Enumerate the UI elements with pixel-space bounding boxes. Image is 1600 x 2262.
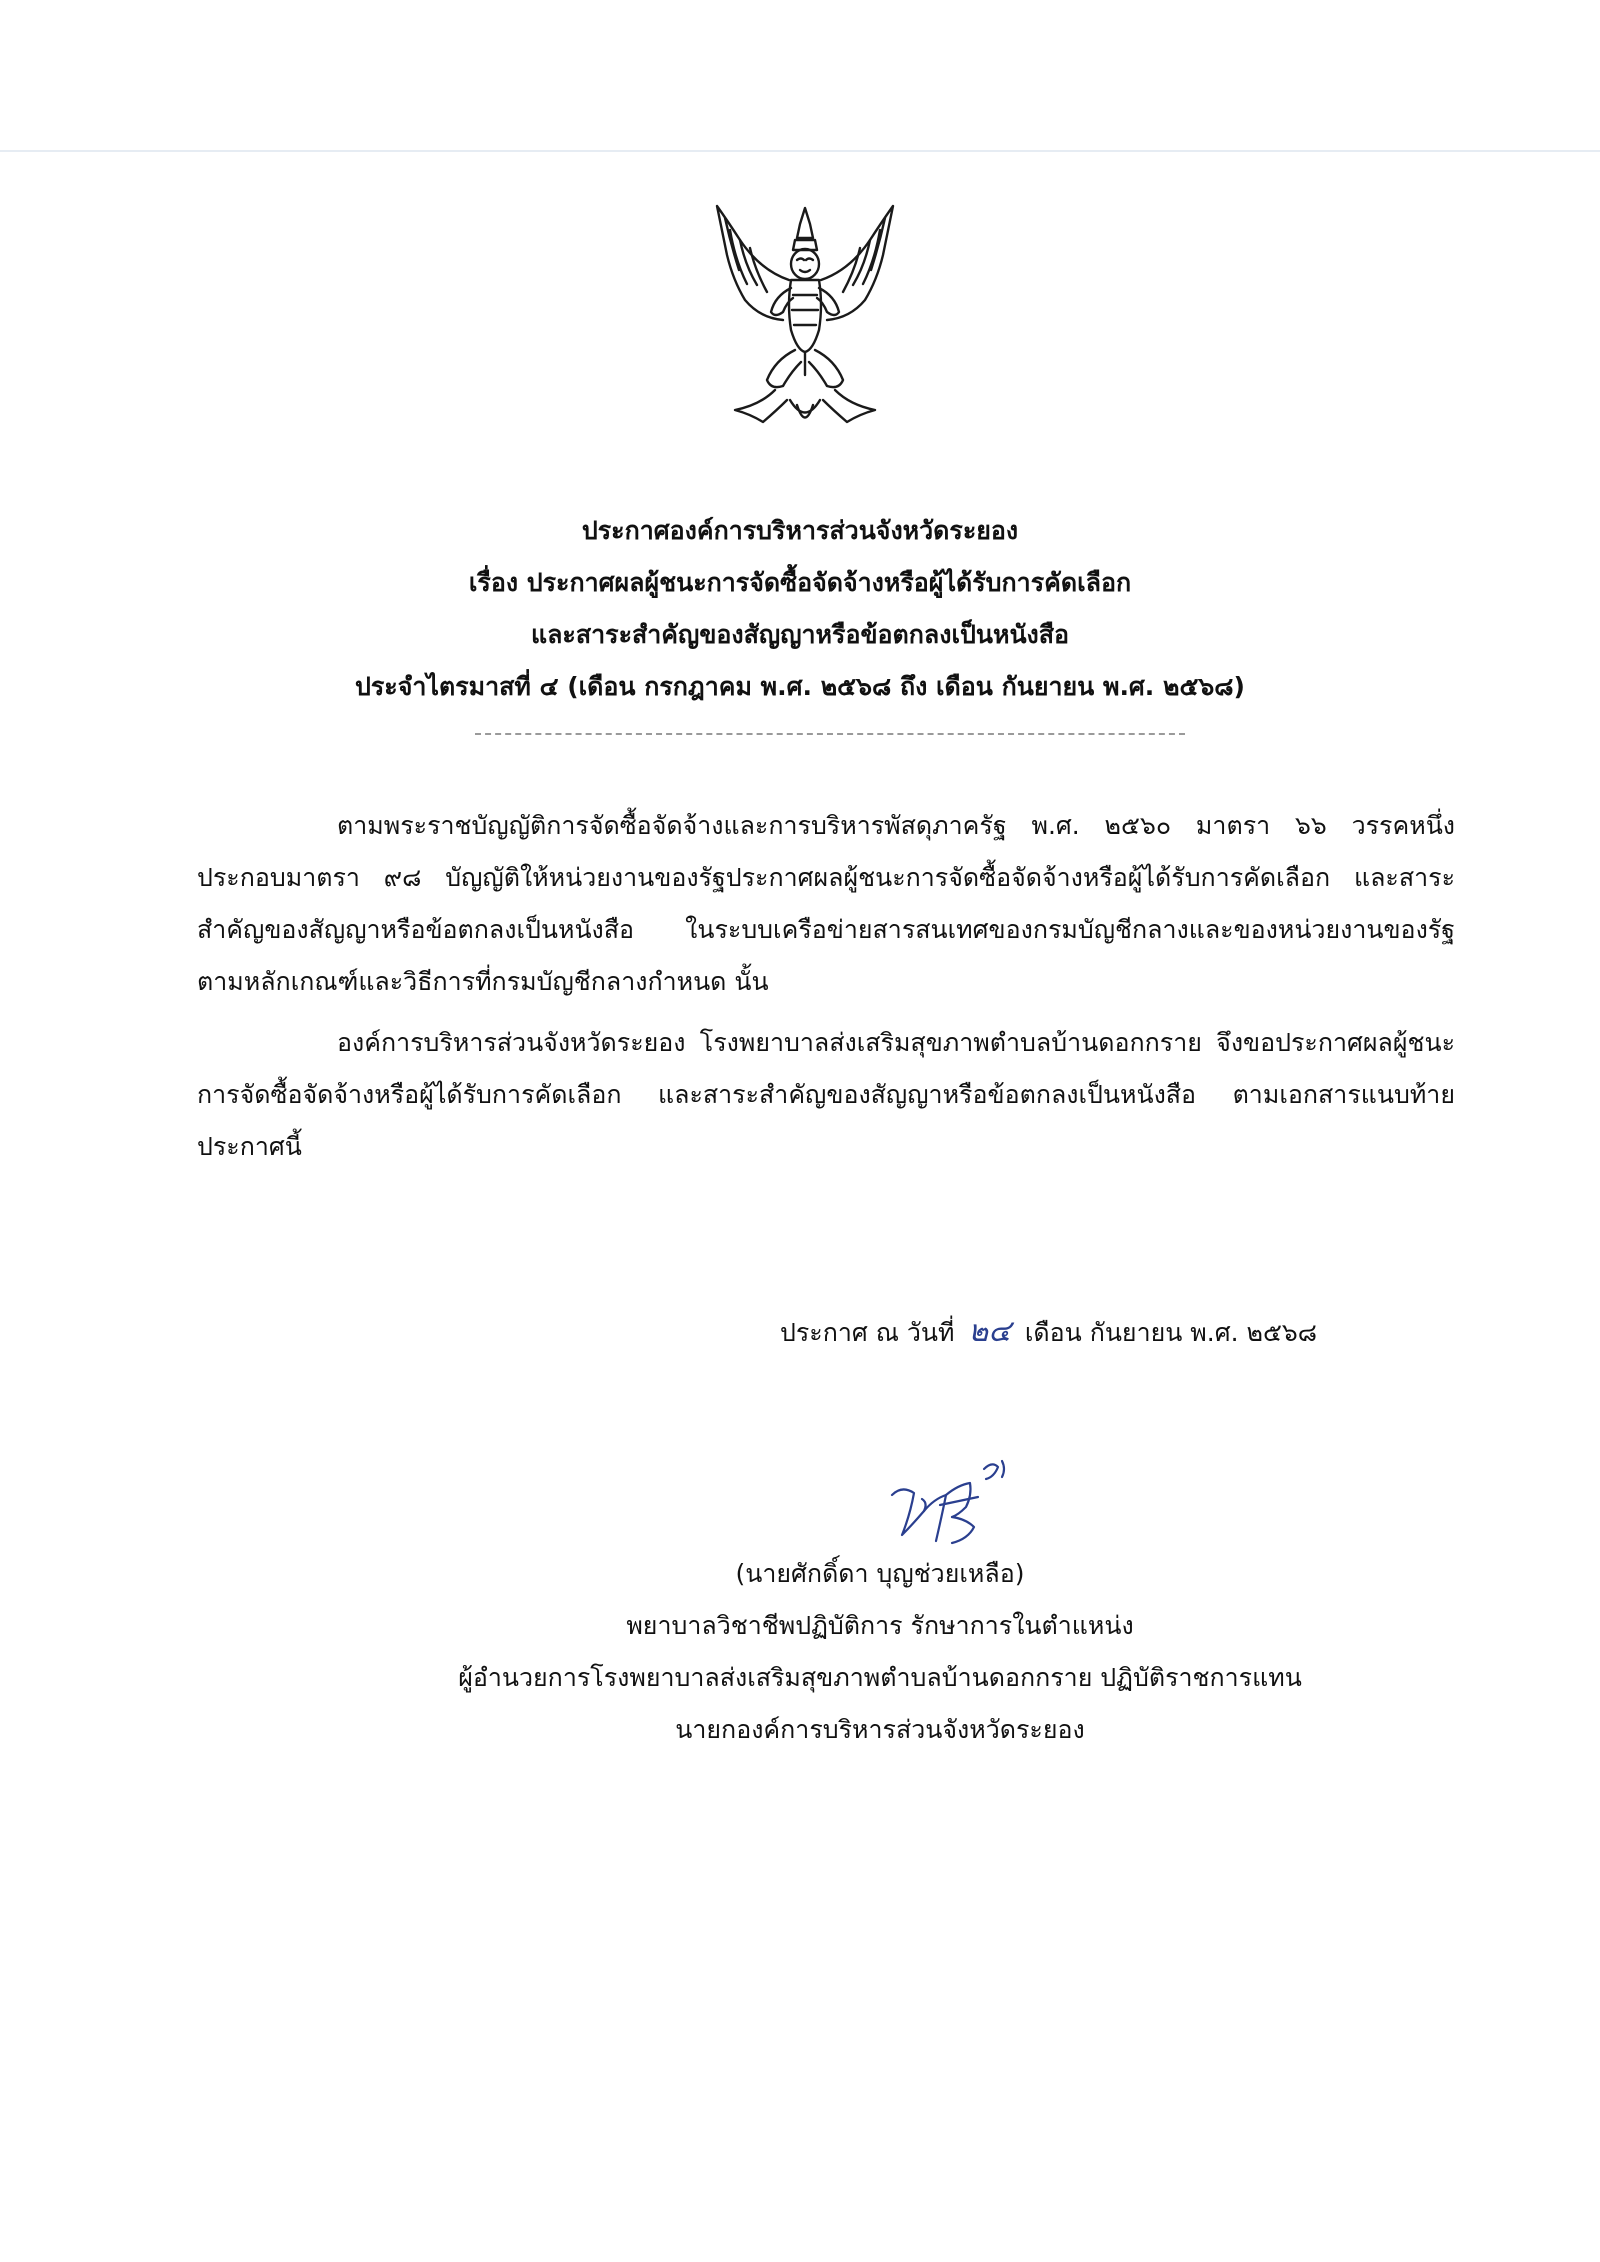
garuda-emblem-icon: [705, 200, 905, 435]
signer-position-2: ผู้อำนวยการโรงพยาบาลส่งเสริมสุขภาพตำบลบ้านดอกกราย ปฏิบัติราชการแทน: [458, 1663, 1302, 1692]
announcement-subject-cont: และสาระสำคัญของสัญญาหรือข้อตกลงเป็นหนังสือ: [530, 620, 1070, 649]
header-divider: [475, 733, 1185, 735]
signer-position-3: นายกองค์การบริหารส่วนจังหวัดระยอง: [675, 1715, 1085, 1744]
signer-block: [440, 1548, 1320, 1756]
announcement-subject: เรื่อง ประกาศผลผู้ชนะการจัดซื้อจัดจ้างหรือผู้ได้รับการคัดเลือก: [468, 568, 1132, 597]
announcement-header: [0, 505, 1600, 713]
date-day-handwritten: ๒๔: [968, 1314, 1011, 1349]
body-paragraph-2: [197, 1017, 1455, 1173]
body-paragraph-1: [197, 800, 1455, 1008]
signer-name: (นายศักดิ์ดา บุญช่วยเหลือ): [735, 1559, 1025, 1588]
body-paragraph-2-text: องค์การบริหารส่วนจังหวัดระยอง โรงพยาบาลส่งเสริมสุขภาพตำบลบ้านดอกกราย จึงขอประกาศผลผู้ชนะการจัดซื้อจัดจ้างหรือผู้ได้รับการคัดเลือก และสาระสำคัญของสัญญาหรือข้อตกลงเป็นหนังสือ ตามเอกสารแนบท้ายประกาศนี้: [197, 1028, 1455, 1161]
date-prefix: ประกาศ ณ วันที่: [780, 1318, 955, 1347]
signer-position-1: พยาบาลวิชาชีพปฏิบัติการ รักษาการในตำแหน่ง: [626, 1611, 1134, 1640]
body-paragraph-1-text: ตามพระราชบัญญัติการจัดซื้อจัดจ้างและการบริหารพัสดุภาครัฐ พ.ศ. ๒๕๖๐ มาตรา ๖๖ วรรคหนึ่ง ประกอบมาตรา ๙๘ บัญญัติให้หน่วยงานของรัฐประกาศผลผู้ชนะการจัดซื้อจัดจ้างหรือผู้ได้รับการคัดเลือก และสาระสำคัญของสัญญาหรือข้อตกลงเป็นหนังสือ ในระบบเครือข่ายสารสนเทศของกรมบัญชีกลางและของหน่วยงานของรัฐตามหลักเกณฑ์และวิธีการที่กรมบัญชีกลางกำหนด นั้น: [197, 811, 1455, 996]
announcement-period: ประจำไตรมาสที่ ๔ (เดือน กรกฎาคม พ.ศ. ๒๕๖๘ ถึง เดือน กันยายน พ.ศ. ๒๕๖๘): [354, 672, 1245, 701]
announcement-issuer: ประกาศองค์การบริหารส่วนจังหวัดระยอง: [581, 516, 1019, 545]
announcement-date: [780, 1306, 1317, 1359]
scan-edge-line: [0, 150, 1600, 152]
date-suffix: เดือน กันยายน พ.ศ. ๒๕๖๘: [1024, 1318, 1318, 1347]
